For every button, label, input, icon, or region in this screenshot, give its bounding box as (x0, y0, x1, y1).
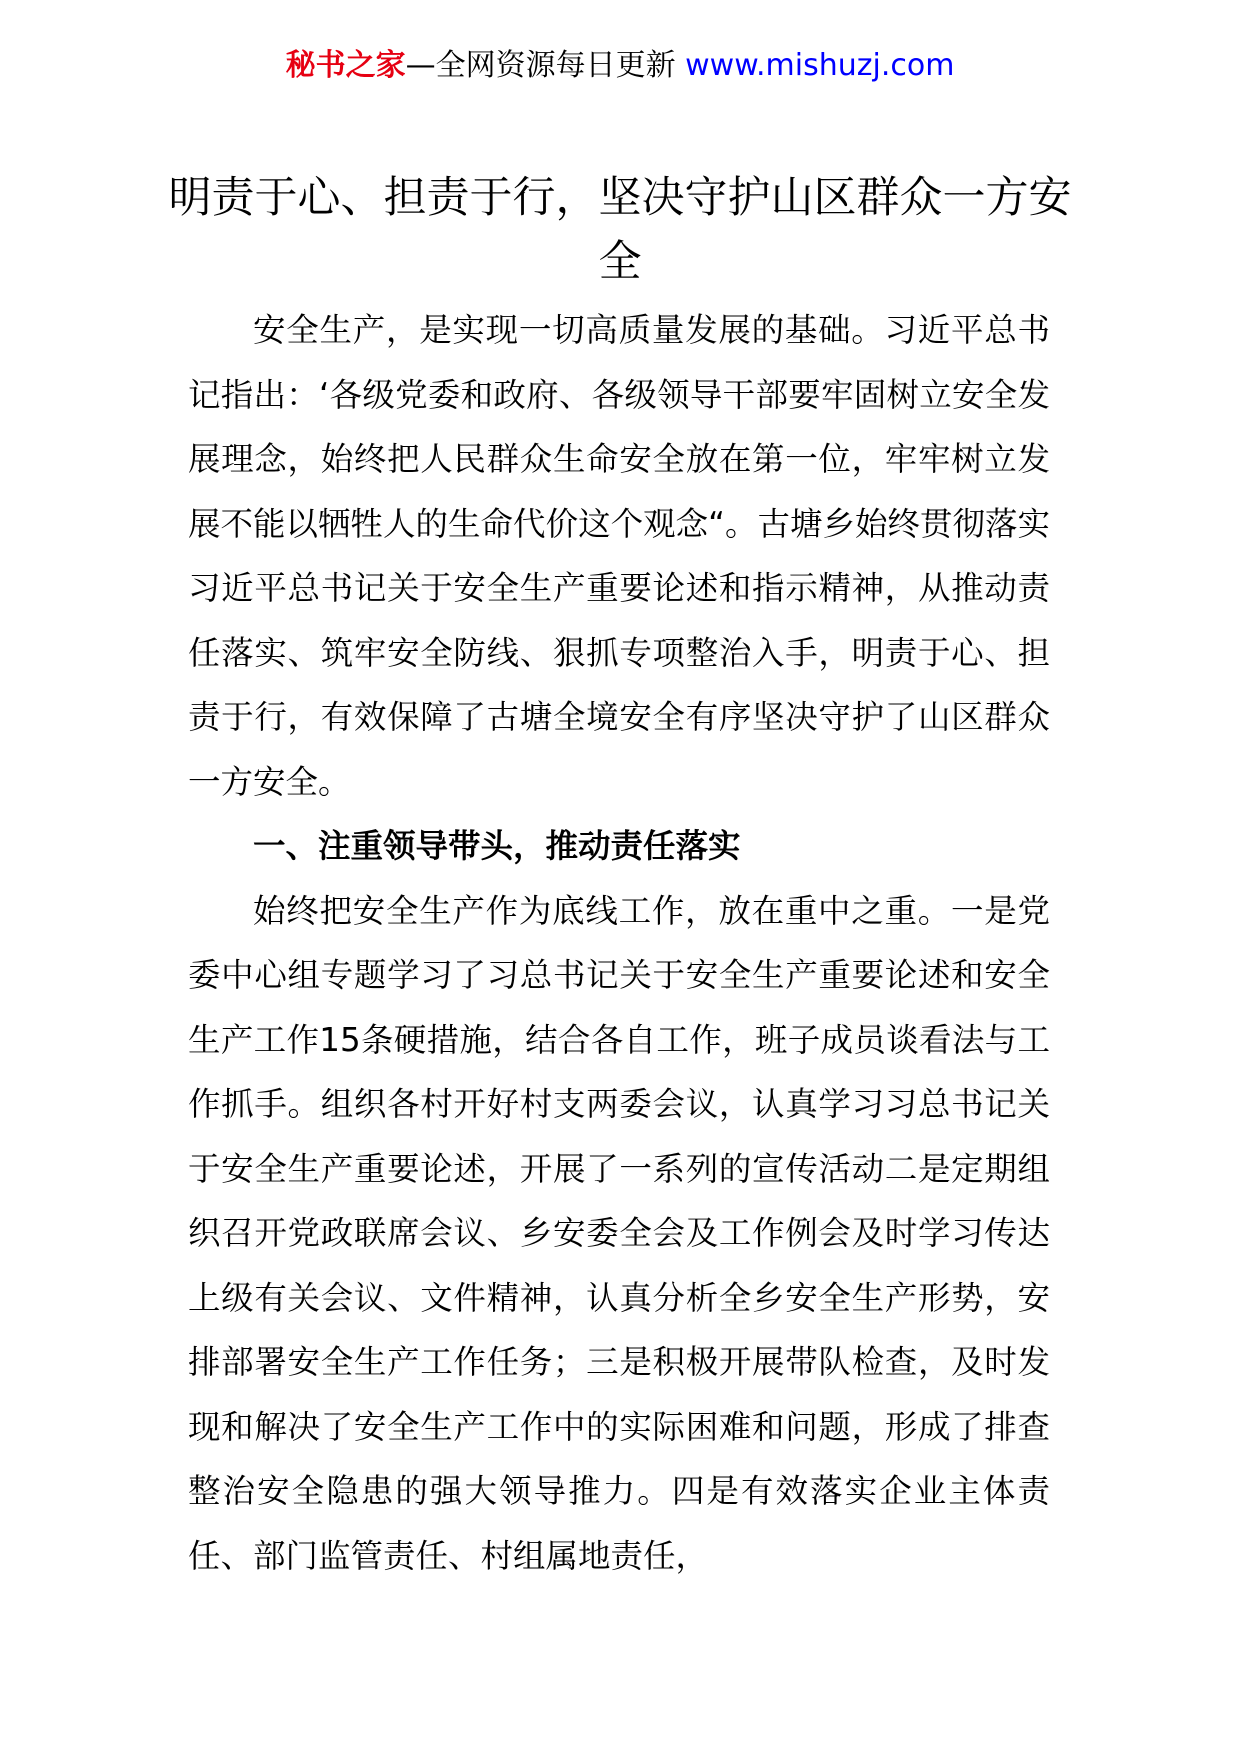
intro-paragraph: 安全生产，是实现一切高质量发展的基础。习近平总书记指出：‘各级党委和政府、各级领导干部要牢固树立安全发展理念，始终把人民群众生命安全放在第一位，牢牢树立发展不能以牺牲人的生命代价这个观念“。古塘乡始终贯彻落实习近平总书记关于安全生产重要论述和指示精神，从推动责任落实、筑牢安全防线、狠抓专项整治入手，明责于心、担责于行，有效保障了古塘全境安全有序坚决守护了山区群众一方安全。 (188, 311, 1050, 801)
site-brand: 秘书之家 (285, 48, 406, 83)
site-header (0, 44, 1240, 88)
section-heading: 一、注重领导带头，推动责任落实 (253, 827, 741, 865)
document-body (188, 298, 1050, 1588)
site-url-link[interactable]: www.mishuzj.com (685, 48, 955, 83)
document-title: 明责于心、担责于行，坚决守护山区群众一方安全 (168, 173, 1072, 287)
site-slogan: —全网资源每日更新 (405, 48, 676, 83)
section-paragraph: 始终把安全生产作为底线工作，放在重中之重。一是党委中心组专题学习了习总书记关于安全生产重要论述和安全生产工作15条硬措施，结合各自工作，班子成员谈看法与工作抓手。组织各村开好村支两委会议，认真学习习总书记关于安全生产重要论述，开展了一系列的宣传活动二是定期组织召开党政联席会议、乡安委全会及工作例会及时学习传达上级有关会议、文件精神，认真分析全乡安全生产形势，安排部署安全生产工作任务；三是积极开展带队检查，及时发现和解决了安全生产工作中的实际困难和问题，形成了排查整治安全隐患的强大领导推力。四是有效落实企业主体责任、部门监管责任、村组属地责任， (188, 891, 1050, 1575)
